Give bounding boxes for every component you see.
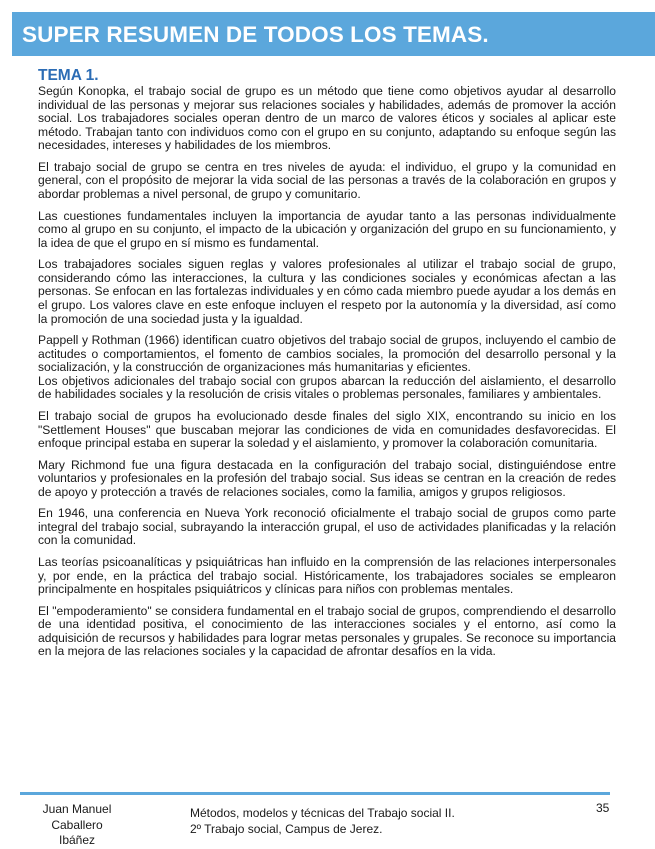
footer-course-info <box>190 806 455 837</box>
footer-author-line: Ibáñez <box>58 833 96 847</box>
paragraph-conferencia-1946: En 1946, una conferencia en Nueva York reconoció oficialmente el trabajo social de grupos como parte integral del trabajo social, subrayando la interacción grupal, el uso de actividades planificadas y la relación con la comunidad. <box>38 506 616 548</box>
footer-author-line: Caballero <box>51 817 103 832</box>
paragraph-empoderamiento: El "empoderamiento" se considera fundamental en el trabajo social de grupos, comprendiendo el desarrollo de una identidad positiva, el conocimiento de las interacciones sociales y el entorno, así como la adquisición de recursos y habilidades para lograr metas personales y grupales. Se reconoce su importancia en la mejora de las relaciones sociales y la capacidad de afrontar desafíos en la vida. <box>38 603 616 659</box>
paragraph-konopka: Según Konopka, el trabajo social de grupo es un método que tiene como objetivos ayudar al desarrollo individual de las personas y mejorar sus relaciones sociales y habilidades, además de promover la acción social. Los trabajadores sociales operan dentro de un marco de valores éticos y sociales al aplicar este método. Trabajan tanto con individuos como con el grupo en su conjunto, adaptando su enfoque según las necesidades, intereses y habilidades de los miembros. <box>38 84 616 153</box>
page-number: 35 <box>596 801 610 815</box>
paragraph-pappell-rothman: Pappell y Rothman (1966) identifican cuatro objetivos del trabajo social de grupos, incluyendo el cambio de actitudes o comportamientos, el fomento de cambios sociales, la promoción del desarrollo personal y la socialización, y la construcción de organizaciones más humanitarias y eficientes. <box>38 333 616 375</box>
footer-author-line: Juan Manuel <box>42 802 112 816</box>
page-header-title: SUPER RESUMEN DE TODOS LOS TEMAS. <box>22 22 489 47</box>
page-header-banner <box>12 12 655 56</box>
paragraph-settlement-houses: El trabajo social de grupos ha evolucionado desde finales del siglo XIX, encontrando su inicio en los "Settlement Houses" que buscaban mejorar las condiciones de vida en comunidades desfavorecidas. El enfoque principal estaba en superar la soledad y el aislamiento, y promover la colaboración comunitaria. <box>38 408 616 451</box>
paragraph-objetivos-adicionales: Los objetivos adicionales del trabajo social con grupos abarcan la reducción del aislamiento, el desarrollo de habilidades sociales y la resolución de crisis vitales o problemas personales, familiares y ambientales. <box>38 373 616 402</box>
paragraph-reglas-y-valores: Los trabajadores sociales siguen reglas y valores profesionales al utilizar el trabajo social de grupo, considerando cómo las interacciones, la cultura y las condiciones sociales y económicas afectan a las personas. Se enfocan en las fortalezas individuales y en cómo cada miembro puede ayudar a los demás en el grupo. Los valores clave en este enfoque incluyen el respeto por la autonomía y la diversidad, así como la promoción de una sociedad justa y la igualdad. <box>38 257 616 326</box>
paragraph-cuestiones-fundamentales: Las cuestiones fundamentales incluyen la importancia de ayudar tanto a las personas individualmente como al grupo en su conjunto, el impacto de la ubicación y organización del grupo en su funcionamiento, y la idea de que el grupo en sí mismo es fundamental. <box>38 208 616 250</box>
document-body <box>38 85 616 667</box>
section-title: TEMA 1. <box>38 67 99 84</box>
footer-author <box>32 802 122 849</box>
footer-course-title: Métodos, modelos y técnicas del Trabajo social II. <box>190 806 455 820</box>
paragraph-mary-richmond: Mary Richmond fue una figura destacada en la configuración del trabajo social, distinguiéndose entre voluntarios y profesionales en la profesión del trabajo social. Sus ideas se centran en la creación de redes de apoyo y protección a través de relaciones sociales, como la familia, amigos y grupos religiosos. <box>38 457 616 499</box>
paragraph-niveles-de-ayuda: El trabajo social de grupo se centra en tres niveles de ayuda: el individuo, el grupo y la comunidad en general, con el propósito de mejorar la vida social de las personas a través de la colaboración en grupos y abordar problemas a nivel personal, de grupo y comunitario. <box>38 159 616 202</box>
footer-divider <box>20 792 610 795</box>
paragraph-teorias-psicoanaliticas: Las teorías psicoanalíticas y psiquiátricas han influido en la comprensión de las relaciones interpersonales y, por ende, en la práctica del trabajo social. Históricamente, los trabajadores sociales se emplearon principalmente en hospitales psiquiátricos y clínicas para niños con problemas mentales. <box>38 554 616 597</box>
footer-course-campus: 2º Trabajo social, Campus de Jerez. <box>190 821 383 836</box>
